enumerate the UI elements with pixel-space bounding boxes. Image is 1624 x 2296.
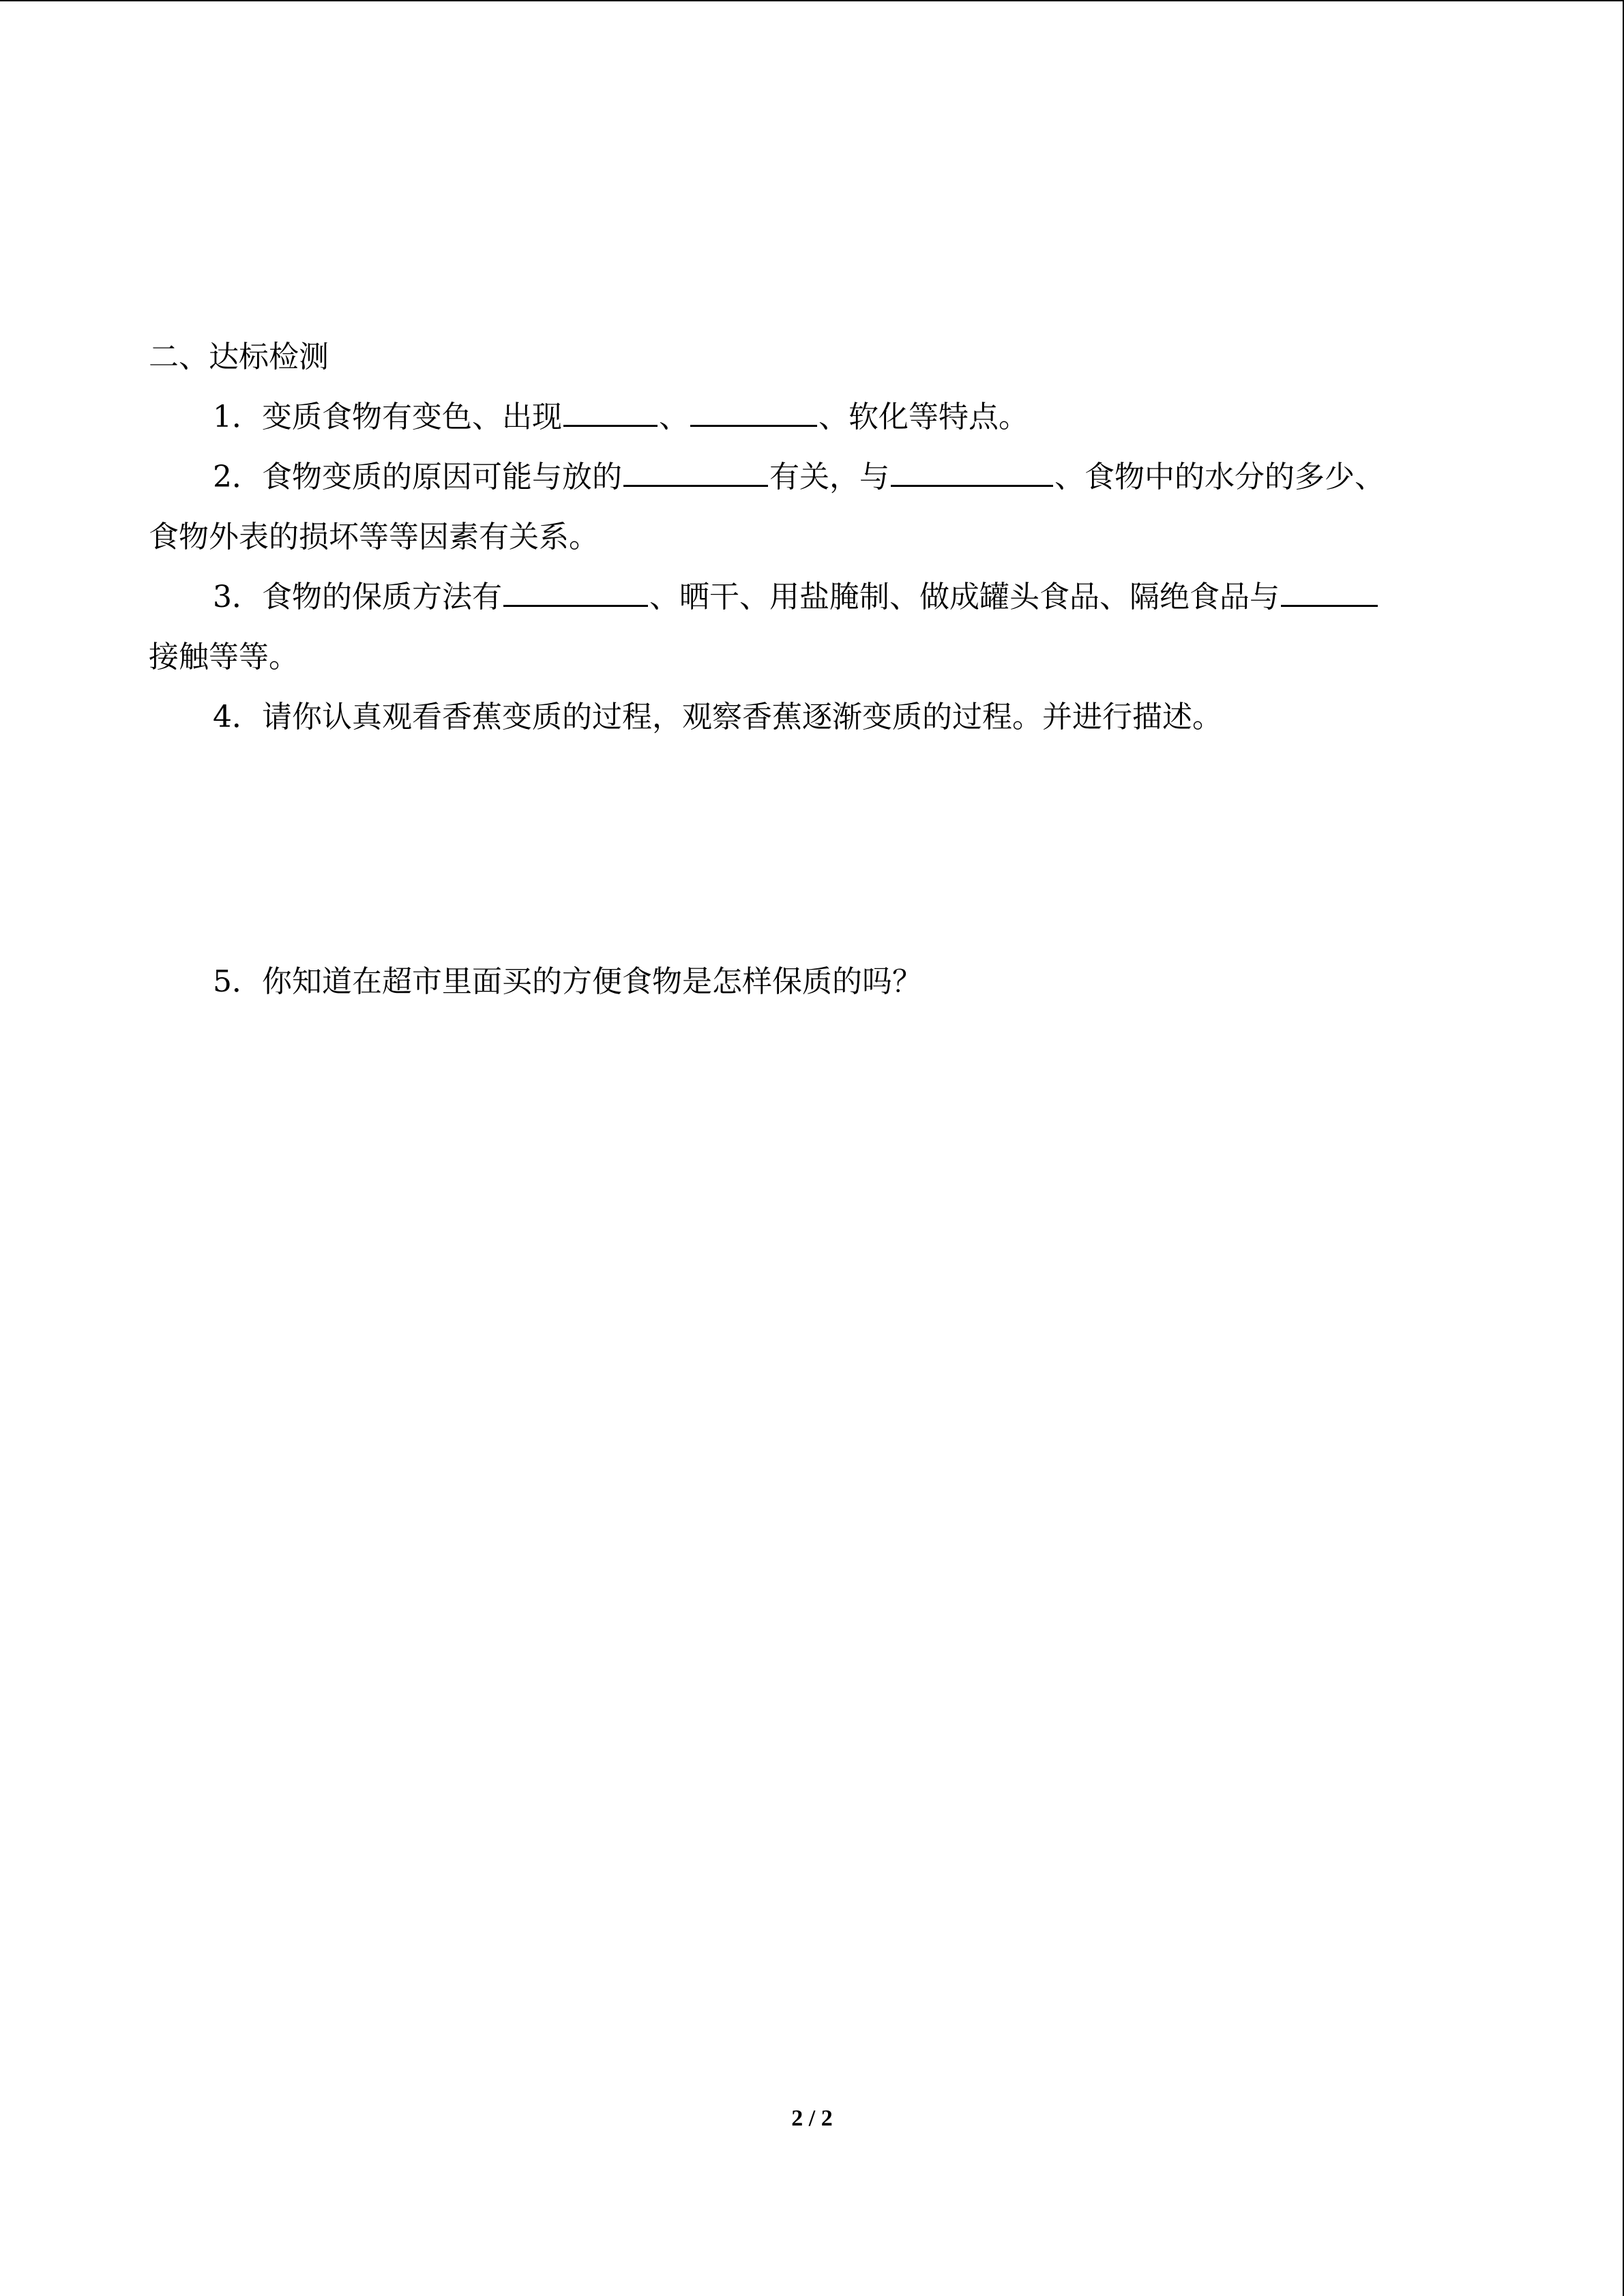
- question-3: [149, 567, 1458, 627]
- question-2: [149, 447, 1458, 507]
- question-4: 4．请你认真观看香蕉变质的过程，观察香蕉逐渐变质的过程。并进行描述。: [213, 700, 1222, 734]
- question-3-blank-2[interactable]: [1281, 571, 1378, 607]
- question-2-blank-2[interactable]: [891, 451, 1053, 487]
- question-4-answer-space[interactable]: [149, 747, 1458, 952]
- question-3-blank-1[interactable]: [503, 571, 648, 607]
- question-1-separator: 、: [659, 400, 689, 434]
- page-top-border: [0, 0, 1624, 1]
- question-3-prefix: 3．食物的保质方法有: [213, 580, 502, 614]
- question-1-blank-1[interactable]: [563, 391, 658, 427]
- section-heading: 二、达标检测: [149, 340, 329, 374]
- page-number: 2 / 2: [791, 2106, 833, 2131]
- question-1: [149, 387, 1458, 447]
- question-2-suffix: 、食物中的水分的多少、: [1054, 460, 1385, 494]
- question-3-middle: 、晒干、用盐腌制、做成罐头食品、隔绝食品与: [649, 580, 1280, 614]
- question-2-continuation: 食物外表的损坏等等因素有关系。: [149, 520, 599, 554]
- question-1-suffix: 、软化等特点。: [818, 400, 1029, 434]
- question-1-blank-2[interactable]: [690, 391, 817, 427]
- question-3-continuation: 接触等等。: [149, 640, 299, 674]
- question-2-prefix: 2．食物变质的原因可能与放的: [213, 460, 622, 494]
- question-2-blank-1[interactable]: [623, 451, 768, 487]
- question-5: 5．你知道在超市里面买的方便食物是怎样保质的吗？: [213, 964, 922, 999]
- question-1-prefix: 1．变质食物有变色、出现: [213, 400, 562, 434]
- worksheet-body: [149, 327, 1458, 1012]
- question-2-middle: 有关，与: [769, 460, 889, 494]
